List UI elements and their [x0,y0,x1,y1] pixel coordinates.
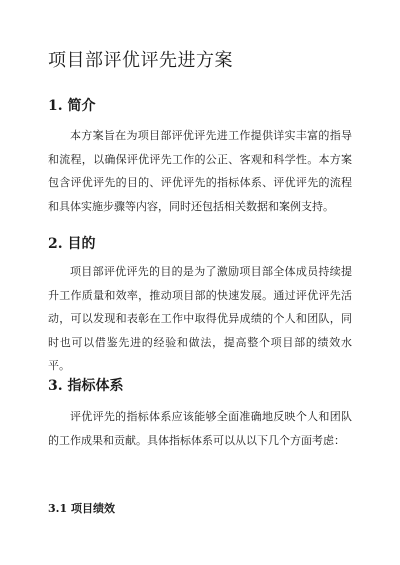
section-paragraph-indicators: 评优评先的指标体系应该能够全面准确地反映个人和团队的工作成果和贡献。具体指标体系可以从以下几个方面考虑： [48,410,352,447]
section-paragraph-intro: 本方案旨在为项目部评优评先进工作提供详实丰富的指导和流程，以确保评优评先工作的公正、客观和科学性。本方案包含评优评先的目的、评优评先的指标体系、评优评先的流程和具体实施步骤等内容，同时还包括相关数据和案例支持。 [48,129,352,213]
section-heading-purpose: 2. 目的 [48,236,96,252]
section-heading-intro: 1. 简介 [48,98,96,114]
section-heading-indicators: 3. 指标体系 [48,378,124,394]
subsection-heading-project-performance: 3.1 项目绩效 [48,502,115,515]
document-title: 项目部评优评先进方案 [48,50,233,71]
section-paragraph-purpose: 项目部评优评先的目的是为了激励项目部全体成员持续提升工作质量和效率，推动项目部的快速发展。通过评优评先活动，可以发现和表彰在工作中取得优异成绩的个人和团队，同时也可以借鉴先进的经验和做法，提高整个项目部的绩效水平。 [48,265,352,372]
